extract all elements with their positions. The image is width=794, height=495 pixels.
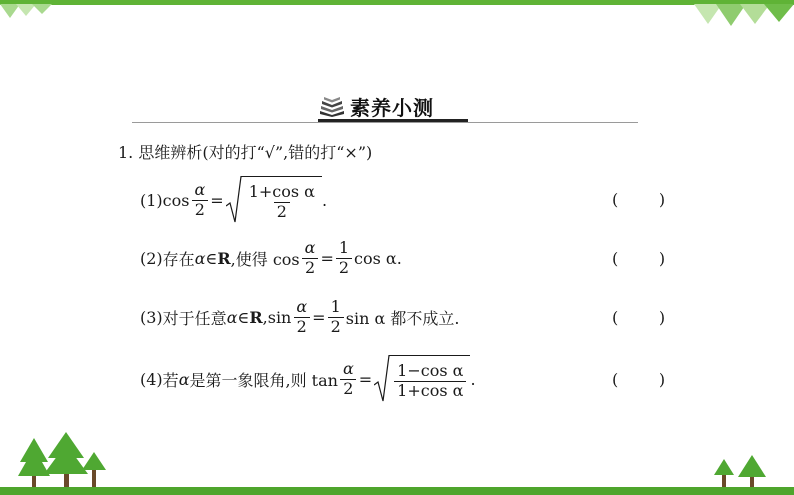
element-of-symbol: ∈ [237, 307, 250, 327]
top-left-triangles-decoration [0, 0, 60, 22]
answer-bracket-4[interactable]: ( ) [612, 370, 666, 389]
statement-text: cos α. [354, 248, 402, 268]
fraction-denominator: 2 [192, 200, 208, 219]
right-trees-decoration [712, 455, 772, 489]
function-name: cos [162, 190, 190, 210]
variable: α [194, 248, 206, 268]
statement-label: (2) [140, 248, 163, 268]
period: . [470, 369, 476, 389]
fraction-numerator: 1+cos α [248, 181, 315, 201]
header-rule [132, 122, 638, 123]
statement-2 [140, 231, 402, 285]
fraction-denominator: 2 [294, 317, 310, 336]
section-header [318, 93, 434, 119]
equals-sign: = [210, 190, 224, 210]
answer-bracket-2[interactable]: ( ) [612, 249, 666, 268]
fraction-numerator: α [304, 237, 316, 257]
top-green-bar [0, 0, 794, 5]
variable: α [226, 307, 238, 327]
real-set-symbol: R [249, 307, 263, 327]
question-title: 1. 思维辨析(对的打“√”,错的打“×”) [118, 143, 373, 162]
fraction [293, 296, 310, 336]
statement-1 [140, 173, 327, 227]
statement-text: 若 [162, 370, 179, 390]
statement-4 [140, 352, 476, 406]
fraction-numerator: α [194, 179, 206, 199]
statement-text: sin α 都不成立. [345, 308, 460, 328]
statement-text: 对于任意 [162, 308, 227, 328]
fraction [191, 179, 208, 219]
fraction [328, 296, 344, 336]
books-icon [318, 95, 346, 117]
answer-bracket-1[interactable]: ( ) [612, 190, 666, 209]
fraction-numerator: 1−cos α [397, 360, 464, 380]
equals-sign: = [312, 307, 326, 327]
statement-label: (3) [140, 307, 163, 327]
fraction-denominator: 1+cos α [394, 381, 466, 400]
fraction-denominator: 2 [336, 258, 352, 277]
real-set-symbol: R [217, 248, 231, 268]
fraction [394, 360, 466, 400]
statement-text: ,sin [262, 307, 292, 327]
radical-sign-icon [374, 355, 390, 403]
fraction-denominator: 2 [302, 258, 318, 277]
fraction-numerator: α [296, 296, 308, 316]
fraction [302, 237, 319, 277]
fraction-denominator: 2 [274, 202, 290, 221]
square-root [374, 355, 470, 403]
square-root [226, 176, 322, 224]
fraction-numerator: α [342, 358, 354, 378]
statement-3 [140, 290, 459, 344]
fraction-denominator: 2 [328, 317, 344, 336]
top-right-triangles-decoration [694, 0, 794, 30]
period: . [321, 190, 328, 210]
statement-text: 是第一象限角,则 tan [189, 370, 338, 390]
equals-sign: = [320, 248, 334, 268]
statement-text: 存在 [162, 249, 195, 269]
fraction [246, 181, 318, 221]
answer-bracket-3[interactable]: ( ) [612, 308, 666, 327]
fraction-numerator: 1 [338, 237, 350, 257]
variable: α [178, 369, 190, 389]
fraction [340, 358, 357, 398]
statement-label: (1) [140, 190, 163, 210]
fraction [336, 237, 352, 277]
statement-text: ,使得 cos [230, 249, 300, 269]
bottom-green-bar [0, 487, 794, 495]
equals-sign: = [358, 369, 373, 389]
fraction-numerator: 1 [330, 296, 341, 316]
statement-label: (4) [140, 369, 163, 389]
fraction-denominator: 2 [340, 379, 356, 398]
left-trees-decoration [18, 432, 108, 488]
radical-sign-icon [226, 176, 242, 224]
section-title: 素养小测 [350, 95, 434, 120]
element-of-symbol: ∈ [205, 248, 218, 268]
